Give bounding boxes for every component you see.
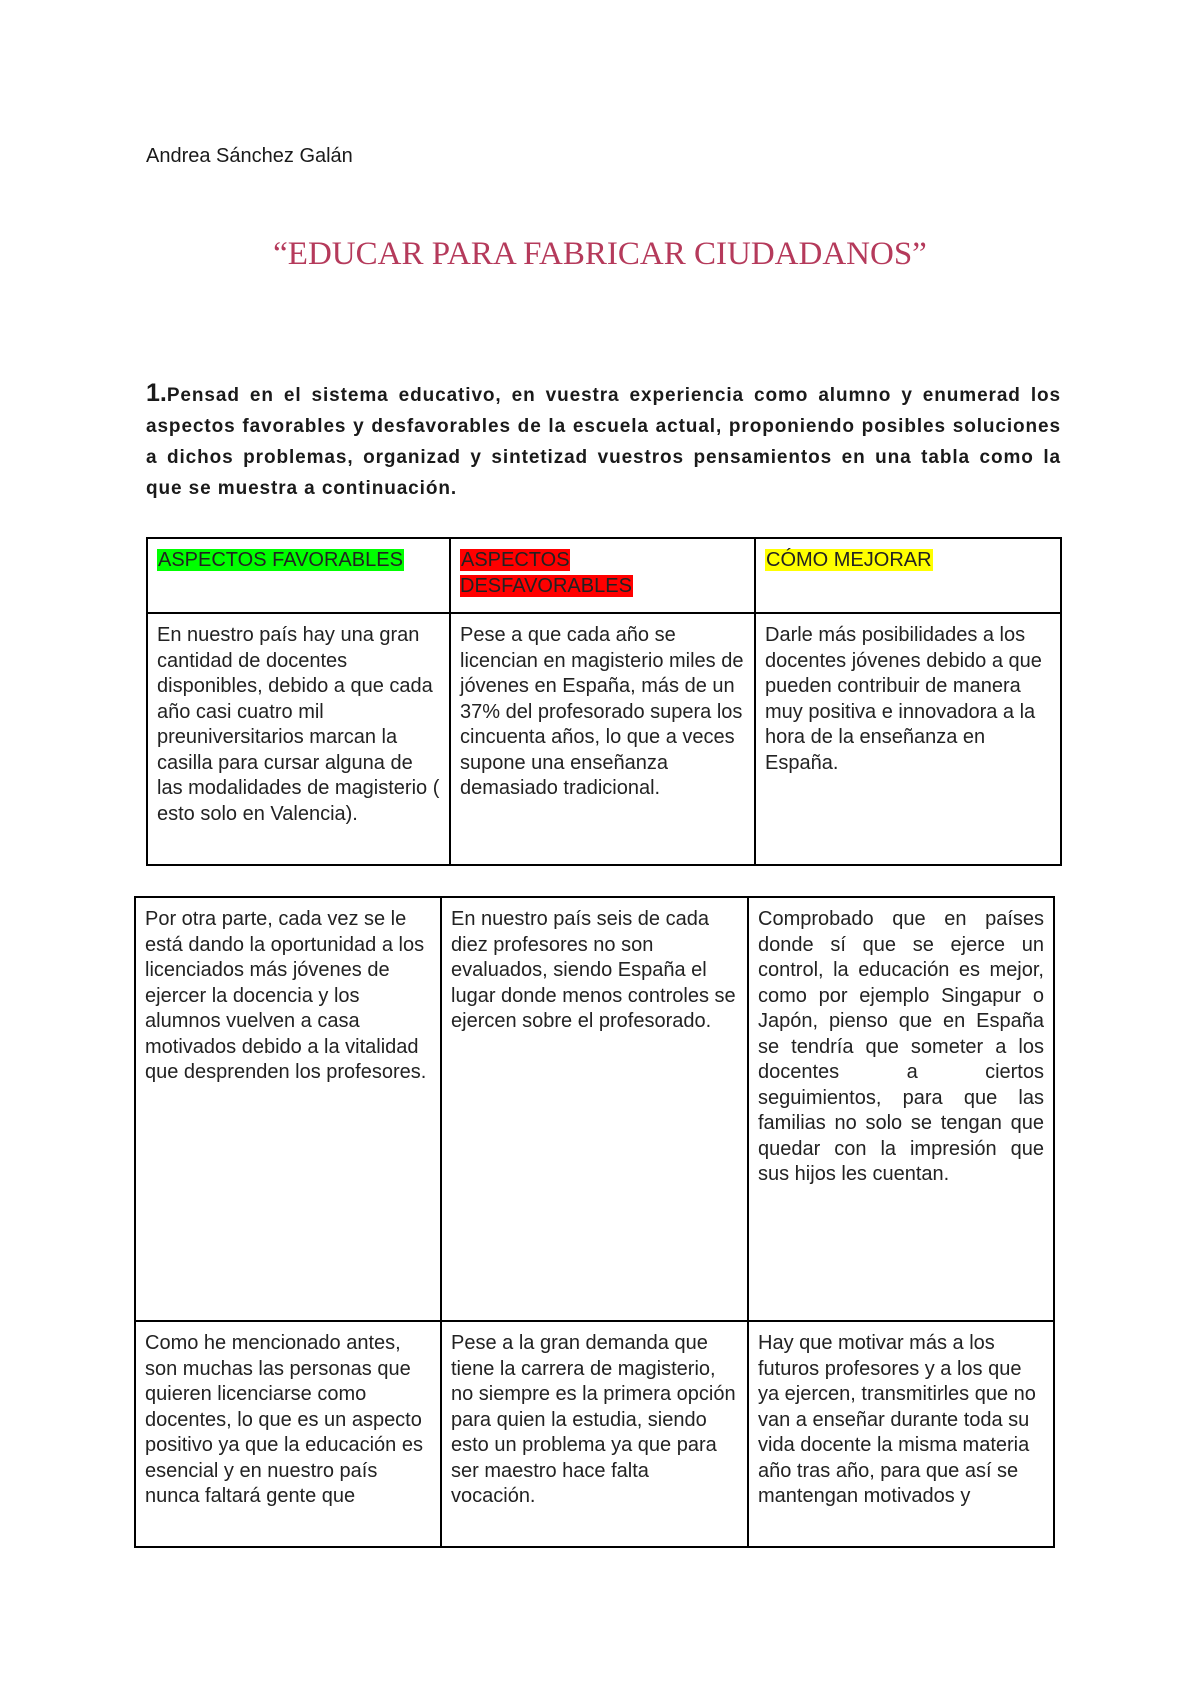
- table-row: [147, 613, 1061, 865]
- question-paragraph: [146, 378, 1061, 504]
- cell-mejorar: Hay que motivar más a los futuros profesores y a los que ya ejercen, transmitirles que no van a enseñar durante toda su vida docente la misma materia año tras año, para que así se mantengan motivados y: [748, 1321, 1054, 1547]
- cell-favorable: Por otra parte, cada vez se le está dando la oportunidad a los licenciados más jóvenes de ejercer la docencia y los alumnos vuelven a casa motivados debido a la vitalidad que desprenden los profesores.: [135, 897, 441, 1321]
- aspects-table-continued: [134, 896, 1055, 1548]
- document-title: “EDUCAR PARA FABRICAR CIUDADANOS”: [273, 236, 927, 272]
- table-row: [135, 1321, 1054, 1547]
- cell-desfavorable: Pese a que cada año se licencian en magisterio miles de jóvenes en España, más de un 37% del profesorado supera los cincuenta años, lo que a veces supone una enseñanza demasiado tradicional.: [450, 613, 755, 865]
- cell-favorable: En nuestro país hay una gran cantidad de docentes disponibles, debido a que cada año casi cuatro mil preuniversitarios marcan la casilla para cursar alguna de las modalidades de magisterio ( esto solo en Valencia).: [147, 613, 450, 865]
- header-cell-mejorar: [755, 538, 1061, 613]
- cell-favorable: Como he mencionado antes, son muchas las personas que quieren licenciarse como docentes, lo que es un aspecto positivo ya que la educación es esencial y en nuestro país nunca faltará gente que: [135, 1321, 441, 1547]
- header-cell-favorables: [147, 538, 450, 613]
- question-number: 1.: [146, 379, 167, 407]
- header-label-mejorar: CÓMO MEJORAR: [766, 549, 932, 571]
- cell-desfavorable: En nuestro país seis de cada diez profesores no son evaluados, siendo España el lugar donde menos controles se ejercen sobre el profesorado.: [441, 897, 748, 1321]
- aspects-table: [146, 537, 1062, 866]
- table-header-row: [147, 538, 1061, 613]
- table-row: [135, 897, 1054, 1321]
- author-name: Andrea Sánchez Galán: [146, 145, 353, 167]
- cell-mejorar: Darle más posibilidades a los docentes jóvenes debido a que pueden contribuir de manera muy positiva e innovadora a la hora de la enseñanza en España.: [755, 613, 1061, 865]
- header-label-desfavorables: ASPECTOS DESFAVORABLES: [460, 549, 632, 597]
- question-text: Pensad en el sistema educativo, en vuestra experiencia como alumno y enumerad los aspectos favorables y desfavorables de la escuela actual, proponiendo posibles soluciones a dichos problemas, organizad y sintetizad vuestros pensamientos en una tabla como la que se muestra a continuación.: [146, 385, 1061, 499]
- cell-desfavorable: Pese a la gran demanda que tiene la carrera de magisterio, no siempre es la primera opción para quien la estudia, siendo esto un problema ya que para ser maestro hace falta vocación.: [441, 1321, 748, 1547]
- header-cell-desfavorables: [450, 538, 755, 613]
- cell-mejorar: Comprobado que en países donde sí que se ejerce un control, la educación es mejor, como por ejemplo Singapur o Japón, pienso que en España se tendría que someter a los docentes a ciertos seguimientos, para que las familias no solo se tengan que quedar con la impresión que sus hijos les cuentan.: [748, 897, 1054, 1321]
- header-label-favorables: ASPECTOS FAVORABLES: [158, 549, 403, 571]
